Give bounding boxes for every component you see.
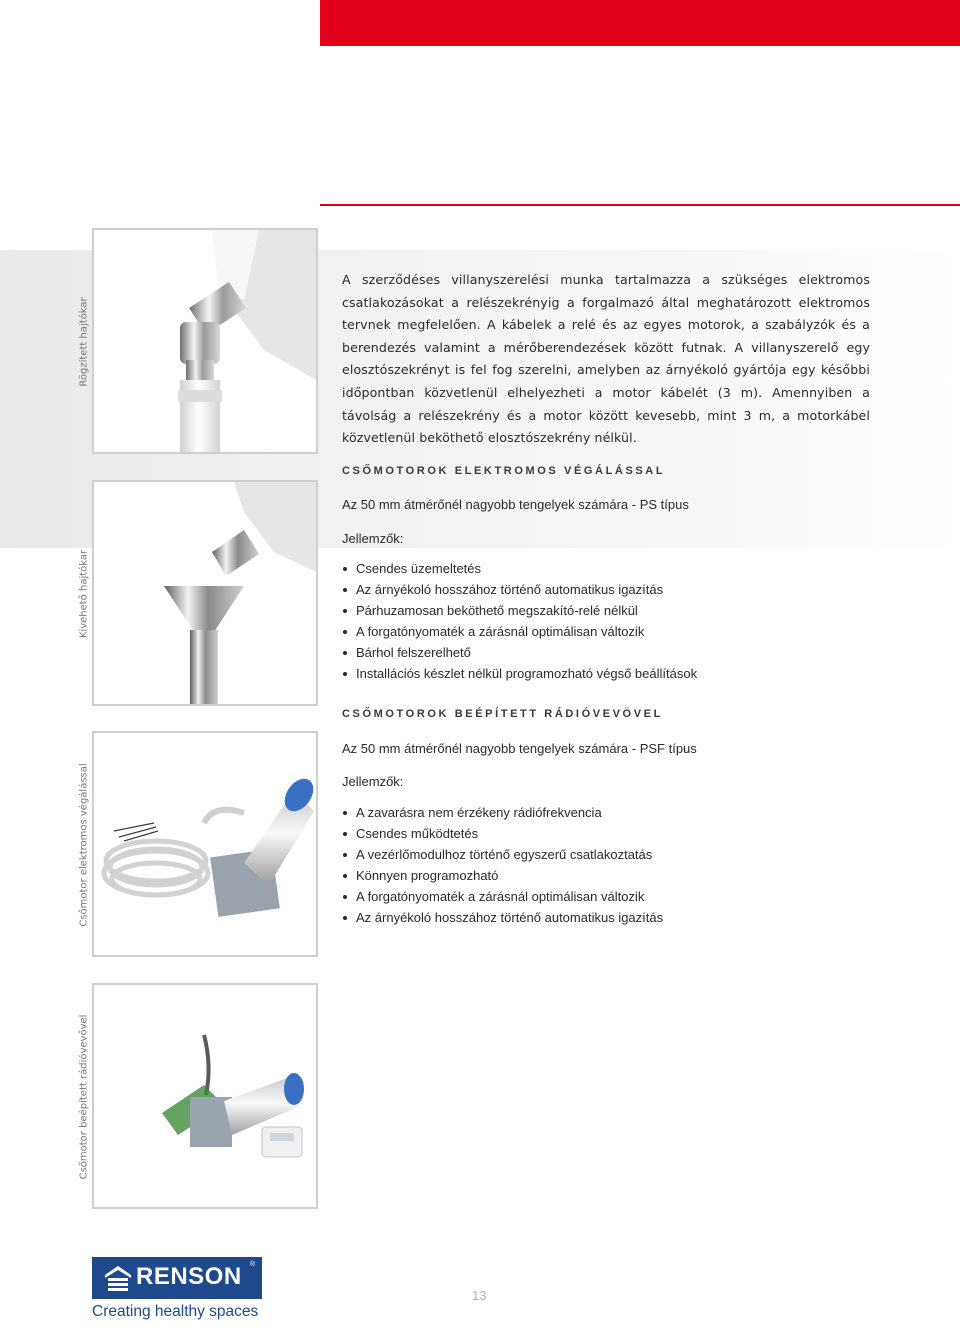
section-subtitle-psf: Az 50 mm átmérőnél nagyobb tengelyek számára - PSF típus — [342, 741, 697, 756]
photo-removable-crank — [92, 480, 318, 706]
list-item: A vezérlőmodulhoz történő egyszerű csatlakoztatás — [342, 844, 663, 865]
photo-tube-motor-radio — [92, 983, 318, 1209]
section-heading-end-switch: CSŐMOTOROK ELEKTROMOS VÉGÁLÁSSAL — [342, 465, 666, 477]
page-number: 13 — [472, 1288, 487, 1303]
intro-paragraph: A szerződéses villanyszerelési munka tartalmazza a szükséges elektromos csatlakozásokat a relészekrényig a forgalmazó által meghatározott elektromos tervnek megfelelően. A kábelek a relé és az egyes motorok, a szabályzók és a berendezés valamint a mérőberendezések között futnak. A villanyszerelő egy elosztószekrényt is fel fog szerelni, amelyben az árnyékoló gyártója egy későbbi időpontban közvetlenül elhelyezheti a motor kábelét (3 m). Amennyiben a távolság a relészekrény és a motor között kevesebb, mint 3 m, a motorkábel közvetlenül beköthető elosztószekrény nélkül. — [342, 272, 870, 446]
house-icon — [104, 1265, 132, 1291]
list-item: Csendes működtetés — [342, 823, 663, 844]
list-item: A forgatónyomaték a zárásnál optimálisan változik — [342, 621, 697, 642]
list-item: A forgatónyomaték a zárásnál optimálisan változik — [342, 886, 663, 907]
list-item: A zavarásra nem érzékeny rádiófrekvencia — [342, 802, 663, 823]
header-red-bar — [320, 0, 960, 46]
list-item: Csendes üzemeltetés — [342, 558, 697, 579]
photo-fixed-crank — [92, 228, 318, 454]
feature-list-psf — [342, 802, 663, 928]
list-item: Könnyen programozható — [342, 865, 663, 886]
feature-list-ps — [342, 558, 697, 684]
list-item: Bárhol felszerelhető — [342, 642, 697, 663]
photo-tube-motor-end-switch — [92, 731, 318, 957]
features-label-ps: Jellemzők: — [342, 531, 404, 546]
logo-box — [92, 1257, 262, 1299]
list-item: Párhuzamosan beköthető megszakító-relé nélkül — [342, 600, 697, 621]
brand-name: RENSON — [136, 1263, 242, 1290]
list-item: Az árnyékoló hosszához történő automatikus igazítás — [342, 907, 663, 928]
renson-logo — [92, 1257, 263, 1321]
list-item: Az árnyékoló hosszához történő automatikus igazítás — [342, 579, 697, 600]
registered-mark: ® — [250, 1261, 256, 1268]
features-label-psf: Jellemzők: — [342, 774, 404, 789]
list-item: Installációs készlet nélkül programozható végső beállítások — [342, 663, 697, 684]
brand-tagline: Creating healthy spaces — [92, 1303, 259, 1320]
section-subtitle-ps: Az 50 mm átmérőnél nagyobb tengelyek számára - PS típus — [342, 497, 689, 512]
header-red-rule — [320, 204, 960, 206]
section-heading-radio: CSŐMOTOROK BEÉPÍTETT RÁDIÓVEVÖVEL — [342, 708, 663, 720]
